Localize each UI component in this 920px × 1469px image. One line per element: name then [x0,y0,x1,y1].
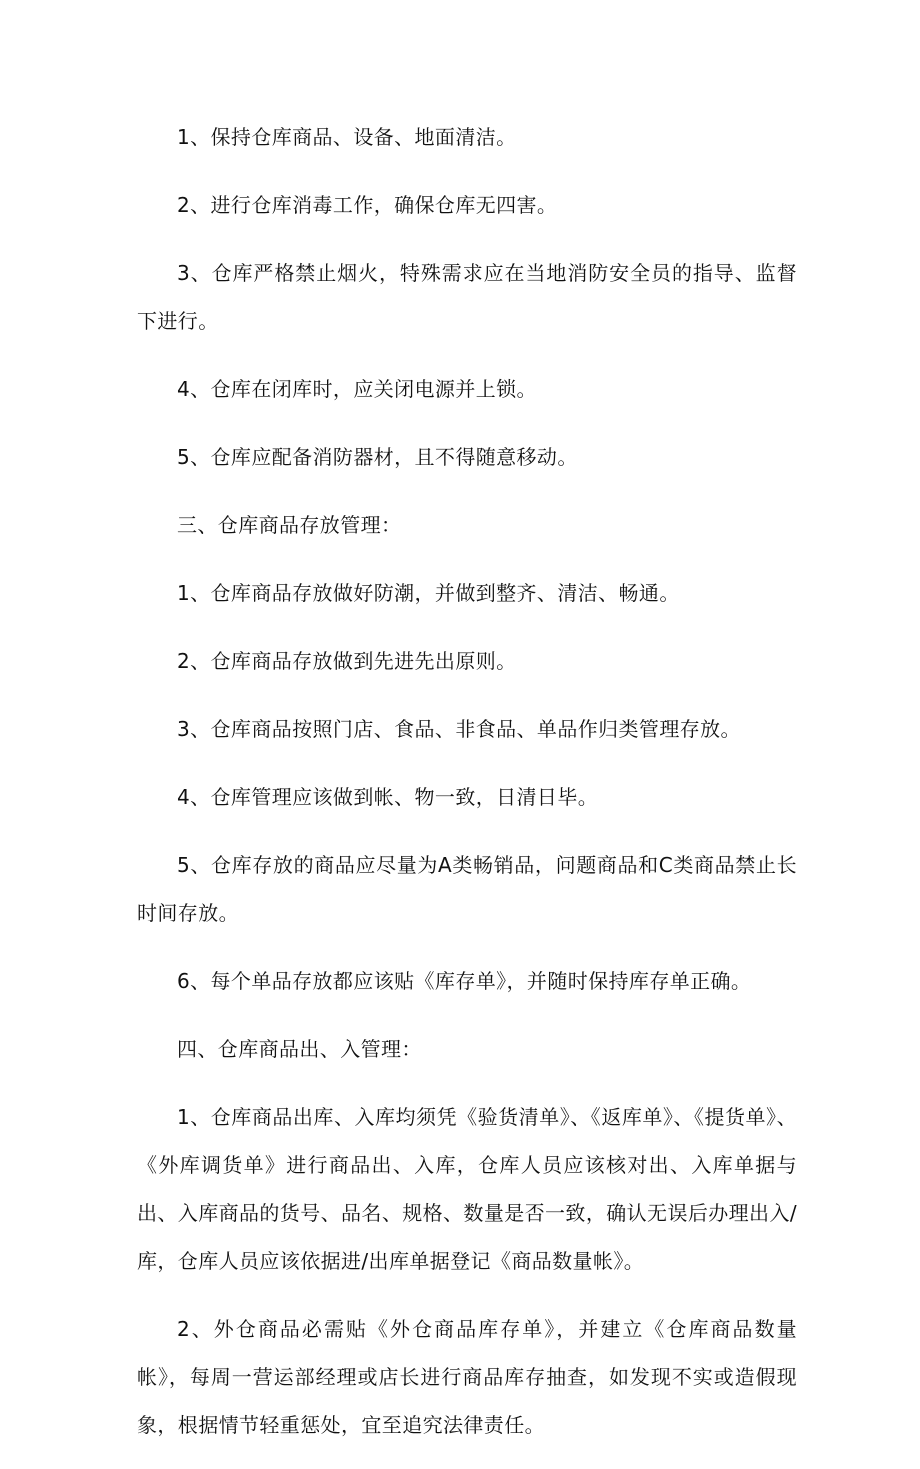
paragraph-8: 3、仓库商品按照门店、食品、非食品、单品作归类管理存放。 [177,717,741,741]
section-heading-3: 三、仓库商品存放管理： [177,513,402,537]
paragraph-6: 1、仓库商品存放做好防潮，并做到整齐、清洁、畅通。 [177,581,680,605]
paragraph-3: 3、仓库严格禁止烟火，特殊需求应在当地消防安全员的指导、监督下进行。 [137,261,797,333]
paragraph-5: 5、仓库应配备消防器材，且不得随意移动。 [177,445,578,469]
section-heading-4: 四、仓库商品出、入管理： [177,1037,422,1061]
paragraph-10: 5、仓库存放的商品应尽量为A类畅销品，问题商品和C类商品禁止长时间存放。 [137,853,797,925]
paragraph-2: 2、进行仓库消毒工作，确保仓库无四害。 [177,193,558,217]
paragraph-11: 6、每个单品存放都应该贴《库存单》，并随时保持库存单正确。 [177,969,752,993]
paragraph-13: 2、外仓商品必需贴《外仓商品库存单》，并建立《仓库商品数量帐》，每周一营运部经理或店长进行商品库存抽查，如发现不实或造假现象，根据情节轻重惩处，宜至追究法律责任。 [137,1317,797,1437]
paragraph-12: 1、仓库商品出库、入库均须凭《验货清单》、《返库单》、《提货单》、《外库调货单》进行商品出、入库，仓库人员应该核对出、入库单据与出、入库商品的货号、品名、规格、数量是否一致，确认无误后办理出入/库，仓库人员应该依据进/出库单据登记《商品数量帐》。 [137,1105,797,1273]
paragraph-9: 4、仓库管理应该做到帐、物一致，日清日毕。 [177,785,599,809]
paragraph-4: 4、仓库在闭库时，应关闭电源并上锁。 [177,377,537,401]
paragraph-1: 1、保持仓库商品、设备、地面清洁。 [177,125,517,149]
document-body [137,113,797,1469]
paragraph-7: 2、仓库商品存放做到先进先出原则。 [177,649,517,673]
